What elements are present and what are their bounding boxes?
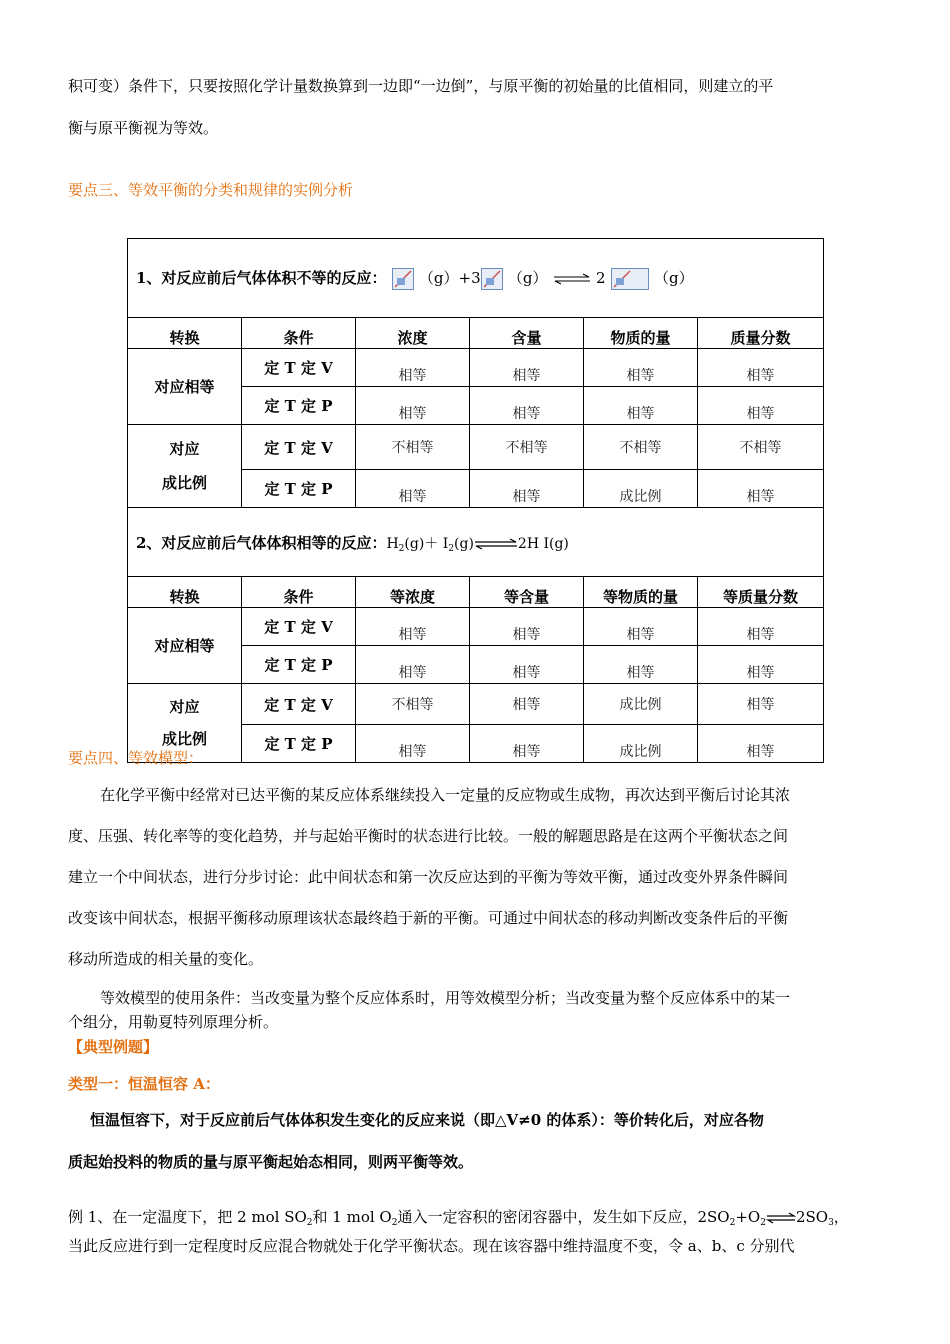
group-label bbox=[128, 425, 242, 508]
value-cell: 相等 bbox=[698, 608, 824, 646]
value-cell: 相等 bbox=[470, 646, 584, 684]
value-cell: 相等 bbox=[470, 387, 584, 425]
subscript: 3 bbox=[828, 1218, 834, 1228]
broken-image-icon bbox=[611, 268, 649, 290]
header-cell: 等质量分数 bbox=[698, 577, 824, 608]
value-cell: 相等 bbox=[584, 349, 698, 387]
value-cell: 相等 bbox=[584, 387, 698, 425]
group-label: 对应相等 bbox=[128, 608, 242, 684]
section4-para1-line: 移动所造成的相关量的变化。 bbox=[68, 950, 264, 968]
header-cell: 转换 bbox=[128, 577, 242, 608]
value-cell: 相等 bbox=[356, 387, 470, 425]
subscript: 2 bbox=[760, 1218, 766, 1228]
subscript: 2 bbox=[391, 1218, 398, 1228]
section4-para1-line: 度、压强、转化率等的变化趋势，并与起始平衡时的状态进行比较。一般的解题思路是在这两个平衡状态之间 bbox=[68, 827, 789, 845]
value-cell: 相等 bbox=[698, 646, 824, 684]
value-cell: 不相等 bbox=[584, 425, 698, 470]
example1-line-2: 当此反应进行到一定程度时反应混合物就处于化学平衡状态。现在该容器中维持温度不变，令 a、b、c 分别代 bbox=[68, 1237, 795, 1255]
header-cell: 等浓度 bbox=[356, 577, 470, 608]
broken-image-icon bbox=[481, 268, 503, 290]
header-cell: 浓度 bbox=[356, 318, 470, 349]
value-cell: 相等 bbox=[698, 684, 824, 725]
header-cell: 物质的量 bbox=[584, 318, 698, 349]
equilibrium-arrow-icon bbox=[553, 273, 591, 285]
subscript: 2 bbox=[398, 543, 405, 554]
header-cell: 含量 bbox=[470, 318, 584, 349]
text-fragment: 例 1、在一定温度下，把 2 mol SO bbox=[68, 1208, 307, 1226]
header-cell: 转换 bbox=[128, 318, 242, 349]
value-cell: 相等 bbox=[356, 470, 470, 508]
part2-reaction-mid2: (g) bbox=[454, 535, 474, 552]
part2-title-cell bbox=[128, 508, 824, 577]
part2-header-row bbox=[128, 577, 824, 608]
part2-reaction-mid: (g)＋ I bbox=[404, 535, 449, 552]
equivalence-table bbox=[127, 238, 824, 763]
value-cell: 相等 bbox=[470, 470, 584, 508]
group-label-line-1: 对应 bbox=[169, 698, 200, 716]
header-cell: 条件 bbox=[242, 318, 356, 349]
condition-cell: 定 T 定 P bbox=[242, 646, 356, 684]
subscript: 2 bbox=[448, 543, 455, 554]
table-row bbox=[128, 425, 824, 470]
part1-gas-1: （g）+3 bbox=[418, 268, 481, 287]
intro-line-1: 积可变）条件下，只要按照化学计量数换算到一边即“一边倒”，与原平衡的初始量的比值相同，则建立的平 bbox=[68, 77, 774, 95]
section4-para1-line: 改变该中间状态，根据平衡移动原理该状态最终趋于新的平衡。可通过中间状态的移动判断改变条件后的平衡 bbox=[68, 909, 789, 927]
value-cell: 相等 bbox=[584, 608, 698, 646]
header-cell: 等含量 bbox=[470, 577, 584, 608]
part1-title-cell bbox=[128, 239, 824, 318]
value-cell: 相等 bbox=[470, 349, 584, 387]
value-cell: 相等 bbox=[698, 387, 824, 425]
group-label-line-1: 对应 bbox=[169, 440, 200, 458]
rule-line-2: 质起始投料的物质的量与原平衡起始态相同，则两平衡等效。 bbox=[68, 1153, 474, 1171]
value-cell: 不相等 bbox=[356, 425, 470, 470]
value-cell: 相等 bbox=[698, 349, 824, 387]
value-cell: 相等 bbox=[698, 470, 824, 508]
part1-gas-3: （g） bbox=[653, 268, 694, 287]
group-label-line-2: 成比例 bbox=[161, 730, 207, 748]
condition-cell: 定 T 定 V bbox=[242, 425, 356, 470]
part2-reaction-left: H bbox=[386, 535, 399, 552]
section4-para2-line: 等效模型的使用条件：当改变量为整个反应体系时，用等效模型分析；当改变量为整个反应体系中的某一 bbox=[100, 989, 791, 1007]
value-cell: 相等 bbox=[698, 725, 824, 763]
part1-title: 1、对反应前后气体体积不等的反应： bbox=[136, 268, 387, 287]
text-fragment: 2SO bbox=[795, 1208, 829, 1226]
value-cell: 不相等 bbox=[470, 425, 584, 470]
section4-para1-line: 建立一个中间状态，进行分步讨论：此中间状态和第一次反应达到的平衡为等效平衡，通过改变外界条件瞬间 bbox=[68, 868, 789, 886]
value-cell: 相等 bbox=[356, 646, 470, 684]
header-cell: 质量分数 bbox=[698, 318, 824, 349]
value-cell: 相等 bbox=[584, 646, 698, 684]
value-cell: 相等 bbox=[356, 349, 470, 387]
value-cell: 不相等 bbox=[356, 684, 470, 725]
condition-cell: 定 T 定 V bbox=[242, 608, 356, 646]
value-cell: 不相等 bbox=[698, 425, 824, 470]
example1-line-1 bbox=[68, 1207, 883, 1227]
text-fragment: 通入一定容积的密闭容器中，发生如下反应，2SO bbox=[397, 1208, 730, 1226]
table-row bbox=[128, 608, 824, 646]
condition-cell: 定 T 定 V bbox=[242, 684, 356, 725]
section3-title: 要点三、等效平衡的分类和规律的实例分析 bbox=[68, 181, 354, 199]
table-row bbox=[128, 684, 824, 725]
group-label: 对应相等 bbox=[128, 349, 242, 425]
text-fragment: +O bbox=[735, 1208, 761, 1226]
section4-title: 要点四、等效模型： bbox=[68, 749, 204, 767]
value-cell: 相等 bbox=[470, 608, 584, 646]
part2-title: 2、对反应前后气体体积相等的反应： bbox=[136, 533, 387, 552]
section4-para2-line: 个组分，用勒夏特列原理分析。 bbox=[68, 1013, 279, 1031]
part1-header-row bbox=[128, 318, 824, 349]
equilibrium-arrow-icon bbox=[474, 538, 518, 550]
part1-coef: 2 bbox=[595, 268, 606, 287]
header-cell: 条件 bbox=[242, 577, 356, 608]
subscript: 2 bbox=[306, 1218, 313, 1228]
group-label-line-2: 成比例 bbox=[161, 474, 207, 492]
examples-title: 【典型例题】 bbox=[68, 1038, 159, 1056]
condition-cell: 定 T 定 P bbox=[242, 387, 356, 425]
intro-line-2: 衡与原平衡视为等效。 bbox=[68, 119, 219, 137]
part1-gas-2: （g） bbox=[507, 268, 548, 287]
value-cell: 相等 bbox=[356, 608, 470, 646]
value-cell: 成比例 bbox=[584, 684, 698, 725]
condition-cell: 定 T 定 P bbox=[242, 725, 356, 763]
text-fragment: ， bbox=[833, 1208, 849, 1226]
condition-cell: 定 T 定 P bbox=[242, 470, 356, 508]
condition-cell: 定 T 定 V bbox=[242, 349, 356, 387]
broken-image-icon bbox=[392, 268, 414, 290]
header-cell: 等物质的量 bbox=[584, 577, 698, 608]
value-cell: 成比例 bbox=[584, 725, 698, 763]
value-cell: 相等 bbox=[356, 725, 470, 763]
equilibrium-arrow-icon bbox=[766, 1212, 796, 1224]
value-cell: 相等 bbox=[470, 684, 584, 725]
type1-title: 类型一：恒温恒容 A： bbox=[68, 1075, 220, 1093]
text-fragment: 和 1 mol O bbox=[312, 1208, 392, 1226]
value-cell: 成比例 bbox=[584, 470, 698, 508]
section4-para1-line: 在化学平衡中经常对已达平衡的某反应体系继续投入一定量的反应物或生成物，再次达到平衡后讨论其浓 bbox=[100, 786, 791, 804]
value-cell: 相等 bbox=[470, 725, 584, 763]
part2-reaction-right: 2H I(g) bbox=[517, 535, 569, 552]
rule-line-1: 恒温恒容下，对于反应前后气体体积发生变化的反应来说（即△V≠0 的体系）：等价转化后，对应各物 bbox=[90, 1111, 764, 1129]
table-row bbox=[128, 349, 824, 387]
subscript: 2 bbox=[729, 1218, 736, 1228]
